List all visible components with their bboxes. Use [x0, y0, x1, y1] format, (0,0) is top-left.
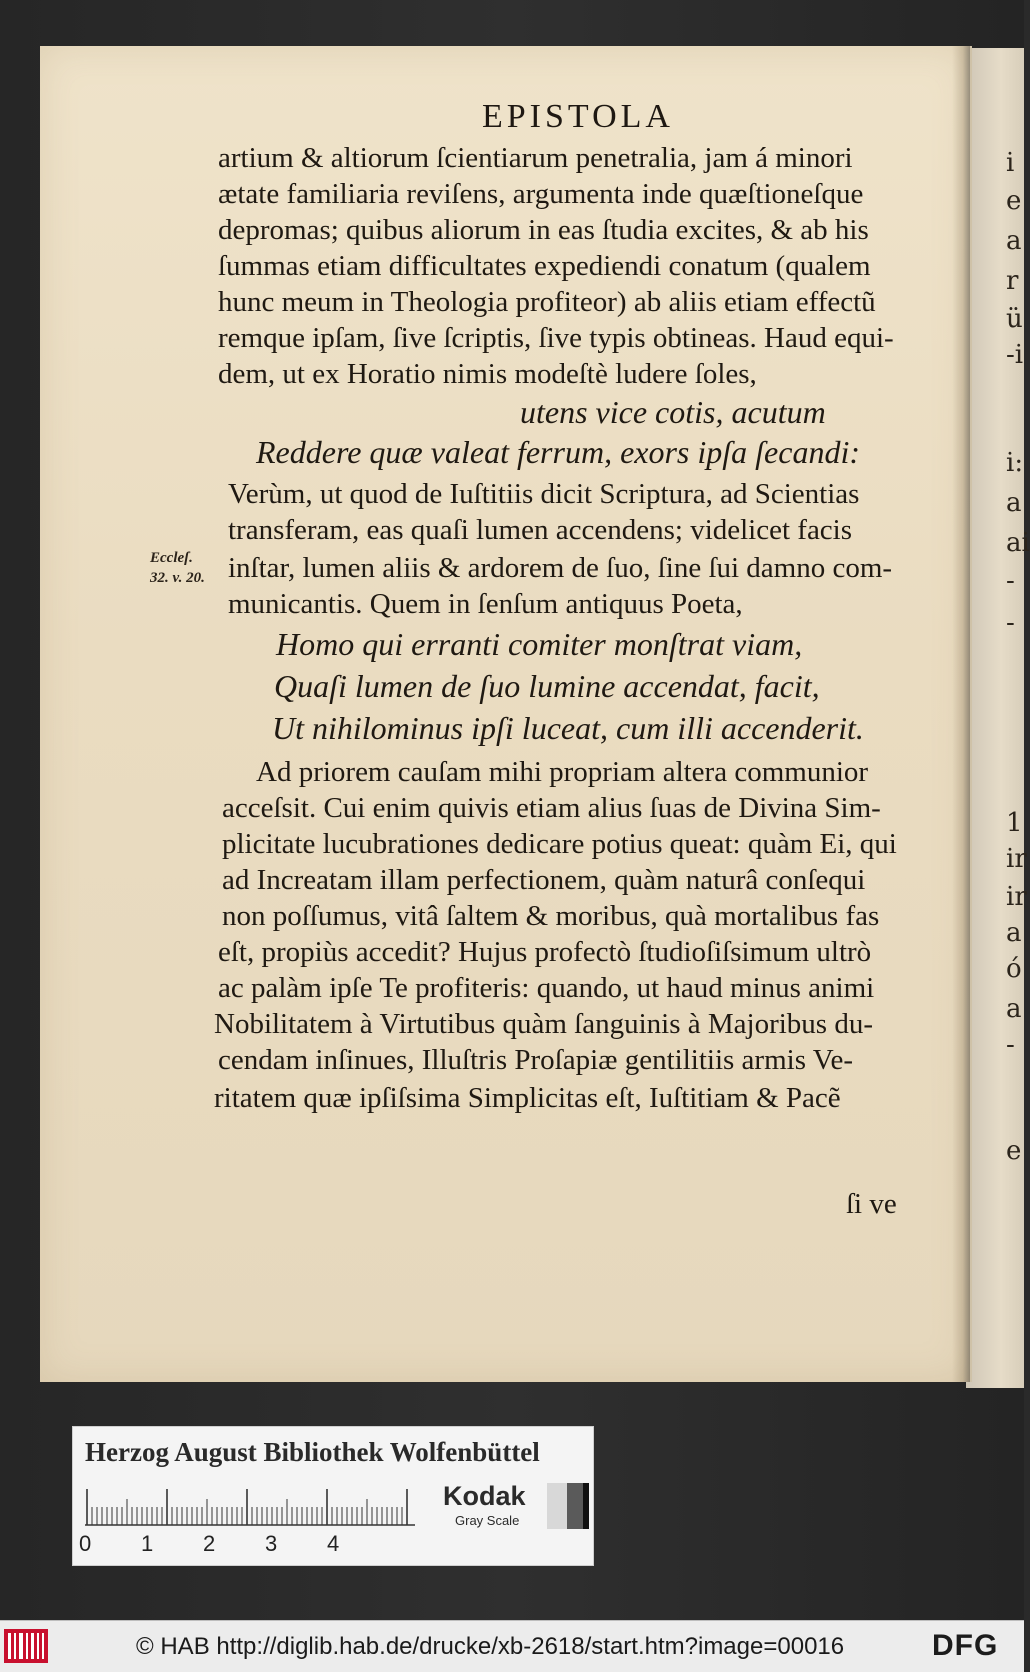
verse-line: Reddere quæ valeat ferrum, exors ipſa ſecandi:: [256, 434, 860, 470]
text-line: ritatem quæ ipſiſsima Simplicitas eſt, Iuſtitiam & Pacẽ: [214, 1082, 841, 1114]
viewer-footer: [0, 1620, 1024, 1672]
text-line: hunc meum in Theologia profiteor) ab aliis etiam effectũ: [218, 286, 876, 318]
page-gutter: [952, 46, 970, 1382]
measurement-ruler: [85, 1487, 425, 1527]
text-line: remque ipſam, ſive ſcriptis, ſive typis obtineas. Haud equi-: [218, 322, 894, 354]
ruler-number: 1: [141, 1531, 154, 1556]
facing-page-fragment: a: [1006, 994, 1022, 1024]
facing-page-fragment: e: [1006, 1136, 1022, 1166]
gray-swatch-light: [547, 1483, 567, 1529]
text-line: ſummas etiam difficultates expediendi conatum (qualem: [218, 250, 871, 282]
text-line: artium & altiorum ſcientiarum penetralia, jam á minori: [218, 142, 853, 174]
facing-page-fragment: ó: [1006, 954, 1022, 984]
dfg-logo: DFG: [932, 1629, 999, 1662]
verse-line: utens vice cotis, acutum: [520, 394, 826, 430]
text-line: ad Increatam illam perfectionem, quàm naturâ conſequi: [222, 864, 866, 896]
margin-note-line: 32. v. 20.: [150, 570, 205, 586]
verse-line: Ut nihilominus ipſi luceat, cum illi accenderit.: [272, 710, 864, 746]
facing-page-fragment: ü: [1006, 304, 1023, 334]
library-name: Herzog August Bibliothek Wolfenbüttel: [85, 1437, 540, 1467]
facing-page-fragment: a: [1006, 488, 1022, 518]
facing-page-fragment: 1: [1006, 808, 1023, 838]
catchword: ſi ve: [846, 1188, 897, 1220]
text-line: dem, ut ex Horatio nimis modeſtè ludere ſoles,: [218, 358, 757, 390]
text-line: Ad priorem cauſam mihi propriam altera communior: [256, 756, 869, 788]
facing-page-fragment: a: [1006, 918, 1022, 948]
facing-page-fragment: -: [1006, 608, 1015, 638]
margin-note: [150, 548, 230, 588]
facing-page-edge: [966, 48, 1030, 1388]
facing-page-fragment: i: [1006, 148, 1015, 178]
running-head: EPISTOLA: [482, 98, 674, 135]
gray-scale-label: Gray Scale: [455, 1513, 520, 1528]
facing-page-fragment: -: [1006, 1030, 1015, 1060]
facing-page-fragment: i:: [1006, 448, 1024, 478]
facing-page-fragment: -i: [1006, 340, 1024, 370]
ruler-number: 2: [203, 1531, 216, 1556]
verse-line: Homo qui erranti comiter monſtrat viam,: [276, 626, 803, 662]
text-line: acceſsit. Cui enim quivis etiam alius ſuas de Divina Sim-: [222, 792, 881, 824]
ruler-number: 0: [79, 1531, 92, 1556]
text-line: plicitate lucubrationes dedicare potius queat: quàm Ei, qui: [222, 828, 897, 860]
ruler-number: 3: [265, 1531, 278, 1556]
margin-note-line: Eccleſ.: [150, 550, 193, 566]
facing-page-fragment: ir: [1006, 844, 1027, 874]
text-line: municantis. Quem in ſenſum antiquus Poeta,: [228, 588, 743, 620]
source-link[interactable]: © HAB http://diglib.hab.de/drucke/xb-2618/start.htm?image=00016: [136, 1633, 845, 1660]
facing-page-fragment: ir: [1006, 882, 1027, 912]
text-line: Verùm, ut quod de Iuſtitiis dicit Scriptura, ad Scientias: [228, 478, 860, 510]
text-line: ac palàm ipſe Te profiteris: quando, ut haud minus animi: [218, 972, 875, 1004]
color-calibration-card: [72, 1426, 594, 1566]
text-line: transferam, eas quaſi lumen accendens; videlicet facis: [228, 514, 853, 546]
facing-page-fragment: a: [1006, 226, 1022, 256]
verse-line: Quaſi lumen de ſuo lumine accendat, facit,: [274, 668, 820, 704]
gray-swatch-dark: [583, 1483, 589, 1529]
text-line: non poſſumus, vitâ ſaltem & moribus, quà mortalibus fas: [222, 900, 880, 932]
facing-page-fragment: r: [1006, 266, 1019, 296]
text-line: cendam inſinues, Illuſtris Proſapiæ gentilitiis armis Ve-: [218, 1044, 853, 1076]
text-line: eſt, propiùs accedit? Hujus profectò ſtudioſiſsimum ultrò: [218, 936, 872, 968]
text-line: depromas; quibus aliorum in eas ſtudia excites, & ab his: [218, 214, 869, 246]
facing-page-fragment: -: [1006, 566, 1015, 596]
text-line: inſtar, lumen aliis & ardorem de ſuo, ſine ſui damno com-: [228, 552, 893, 584]
facing-page-fragment: e: [1006, 186, 1022, 216]
ruler-number: 4: [327, 1531, 340, 1556]
text-line: ætate familiaria reviſens, argumenta inde quæſtioneſque: [218, 178, 864, 210]
kodak-logo: Kodak: [443, 1481, 526, 1511]
text-line: Nobilitatem à Virtutibus quàm ſanguinis à Majoribus du-: [214, 1008, 873, 1040]
facing-page-fragment: ai: [1006, 528, 1030, 558]
barcode-icon: [4, 1629, 48, 1663]
